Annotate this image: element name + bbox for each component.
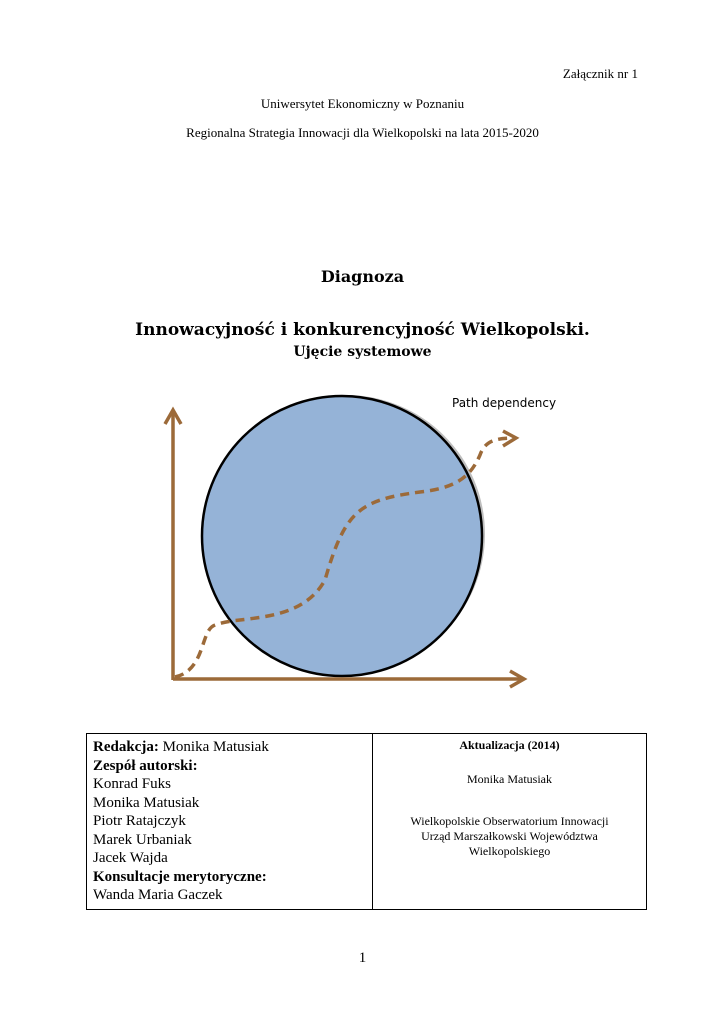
team-member: Konrad Fuks <box>93 776 171 792</box>
credits-table <box>86 733 647 910</box>
authors-cell <box>87 734 373 910</box>
update-author: Monika Matusiak <box>467 772 552 786</box>
university-name: Uniwersytet Ekonomiczny w Poznaniu <box>260 96 465 111</box>
organization-block <box>373 814 646 859</box>
consult-label: Konsultacje merytoryczne: <box>93 868 267 885</box>
organization-line: Urząd Marszałkowski Województwa <box>421 829 598 843</box>
team-member: Marek Urbaniak <box>93 831 192 848</box>
consultant-name: Wanda Maria Gaczek <box>93 887 223 903</box>
update-label: Aktualizacja (2014) <box>459 738 560 752</box>
team-member: Piotr Ratajczyk <box>93 813 186 829</box>
update-cell <box>373 734 647 910</box>
system-circle <box>202 396 482 676</box>
organization-line: Wielkopolskiego <box>468 844 551 858</box>
document-title: Innowacyjność i konkurencyjność Wielkopolski. <box>135 320 590 340</box>
editor-name: Monika Matusiak <box>162 739 269 755</box>
section-title: Diagnoza <box>320 267 405 286</box>
strategy-title: Regionalna Strategia Innowacji dla Wielkopolski na lata 2015-2020 <box>186 125 539 140</box>
team-member: Monika Matusiak <box>93 794 200 811</box>
path-dependency-label: Path dependency <box>452 396 557 410</box>
annex-label: Załącznik nr 1 <box>562 66 638 81</box>
editor-line <box>93 738 372 757</box>
editor-label: Redakcja: <box>93 739 159 755</box>
organization-line: Wielkopolskie Obserwatorium Innowacji <box>410 814 609 828</box>
document-subtitle: Ujęcie systemowe <box>293 344 432 360</box>
team-member: Jacek Wajda <box>93 850 168 866</box>
path-dependency-figure <box>0 380 725 700</box>
page-number: 1 <box>358 950 367 966</box>
team-label: Zespół autorski: <box>93 757 198 774</box>
